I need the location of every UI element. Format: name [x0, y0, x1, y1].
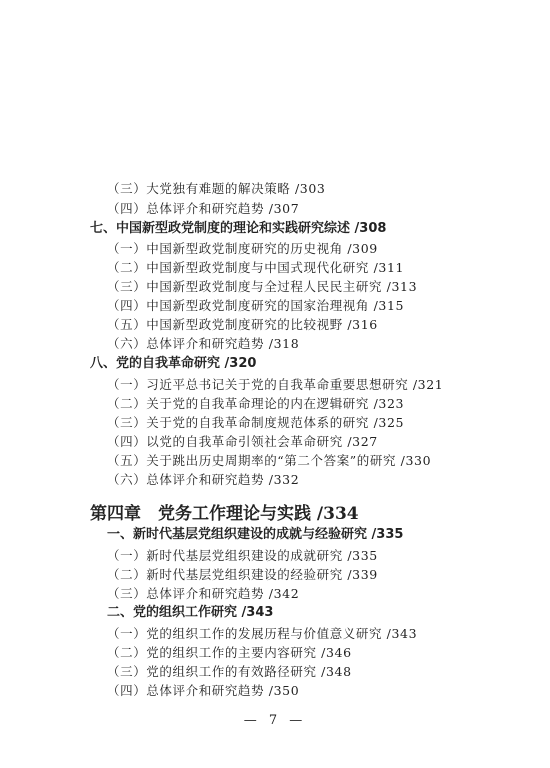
toc-entry[interactable]: （一）党的组织工作的发展历程与价值意义研究 /343: [107, 626, 418, 641]
toc-entry[interactable]: （四）总体评介和研究趋势 /350: [107, 683, 300, 698]
toc-entry[interactable]: （五）中国新型政党制度研究的比较视野 /316: [107, 317, 378, 332]
page-number: — 7 —: [243, 713, 307, 728]
toc-section-heading[interactable]: 二、党的组织工作研究 /343: [107, 605, 274, 620]
toc-entry[interactable]: （二）关于党的自我革命理论的内在逻辑研究 /323: [107, 396, 405, 411]
toc-entry[interactable]: （四）以党的自我革命引领社会革命研究 /327: [107, 434, 378, 449]
toc-entry[interactable]: （二）中国新型政党制度与中国式现代化研究 /311: [107, 260, 405, 275]
toc-entry[interactable]: （三）党的组织工作的有效路径研究 /348: [107, 664, 352, 679]
toc-entry[interactable]: （三）关于党的自我革命制度规范体系的研究 /325: [107, 415, 405, 430]
toc-entry[interactable]: （一）中国新型政党制度研究的历史视角 /309: [107, 241, 378, 256]
toc-entry[interactable]: （二）新时代基层党组织建设的经验研究 /339: [107, 567, 378, 582]
toc-entry[interactable]: （一）新时代基层党组织建设的成就研究 /335: [107, 548, 378, 563]
toc-entry[interactable]: （二）党的组织工作的主要内容研究 /346: [107, 645, 352, 660]
toc-section-heading[interactable]: 一、新时代基层党组织建设的成就与经验研究 /335: [107, 527, 404, 542]
toc-entry[interactable]: （三）中国新型政党制度与全过程人民民主研究 /313: [107, 279, 418, 294]
toc-entry[interactable]: （四）总体评介和研究趋势 /307: [107, 201, 300, 216]
toc-entry[interactable]: （一）习近平总书记关于党的自我革命重要思想研究 /321: [107, 377, 444, 392]
toc-entry[interactable]: （四）中国新型政党制度研究的国家治理视角 /315: [107, 298, 405, 313]
toc-entry[interactable]: （五）关于跳出历史周期率的“第二个答案”的研究 /330: [107, 453, 432, 468]
toc-entry[interactable]: （三）总体评介和研究趋势 /342: [107, 586, 300, 601]
toc-entry[interactable]: （三）大党独有难题的解决策略 /303: [107, 181, 326, 196]
toc-section-heading[interactable]: 七、中国新型政党制度的理论和实践研究综述 /308: [90, 221, 387, 236]
toc-chapter-heading[interactable]: 第四章 党务工作理论与实践 /334: [90, 504, 359, 524]
toc-entry[interactable]: （六）总体评介和研究趋势 /318: [107, 336, 300, 351]
toc-section-heading[interactable]: 八、党的自我革命研究 /320: [90, 356, 257, 371]
toc-entry[interactable]: （六）总体评介和研究趋势 /332: [107, 472, 300, 487]
